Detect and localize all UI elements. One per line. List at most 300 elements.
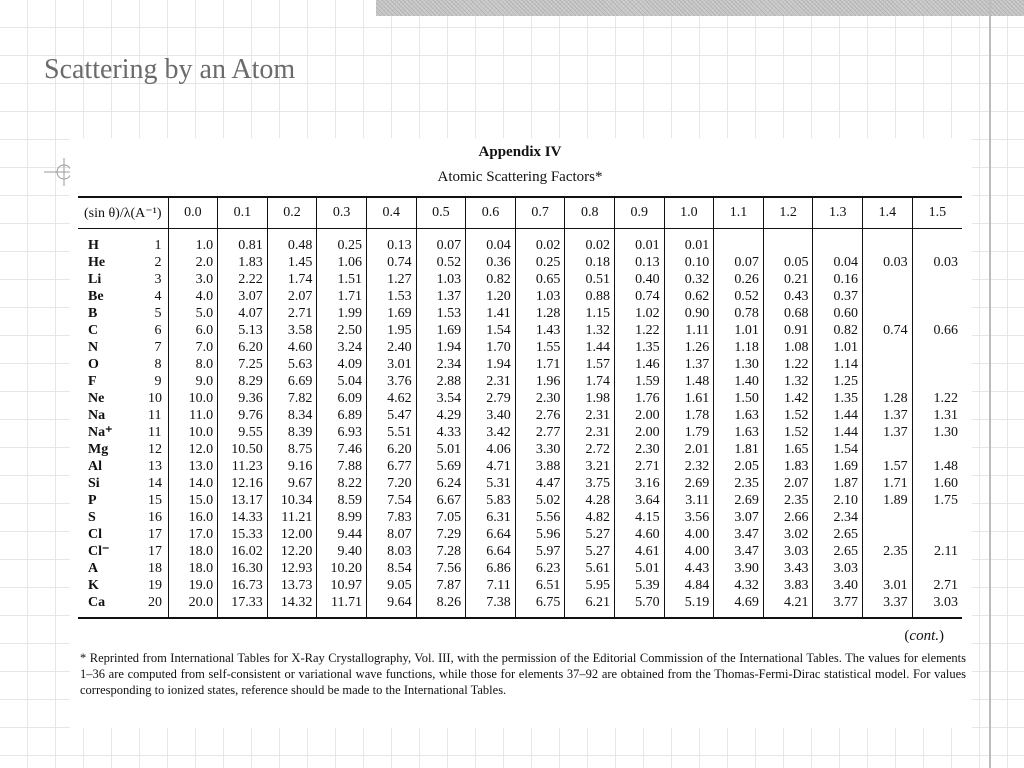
table-cell: 1.63 xyxy=(714,424,764,441)
table-cell: 16.0 xyxy=(168,509,218,526)
table-cell: 2.0 xyxy=(168,254,218,271)
scattering-factors-table-container xyxy=(78,196,962,624)
table-cell: 6.21 xyxy=(565,594,615,618)
table-cell: 10.34 xyxy=(267,492,317,509)
column-header: 0.9 xyxy=(615,197,665,229)
table-cell: 5.47 xyxy=(366,407,416,424)
table-cell: 12.20 xyxy=(267,543,317,560)
table-cell xyxy=(912,229,962,255)
element-symbol: Na xyxy=(88,408,106,423)
table-cell: 1.71 xyxy=(317,288,367,305)
table-cell: 1.94 xyxy=(466,356,516,373)
table-cell xyxy=(863,229,913,255)
table-cell: 2.31 xyxy=(466,373,516,390)
table-cell: 4.71 xyxy=(466,458,516,475)
element-symbol: Cl xyxy=(88,527,102,542)
scattering-factors-table xyxy=(78,196,962,619)
table-row xyxy=(78,229,962,255)
table-cell: 7.38 xyxy=(466,594,516,618)
element-symbol: Mg xyxy=(88,442,109,457)
table-cell: 4.07 xyxy=(218,305,268,322)
table-cell: 0.05 xyxy=(763,254,813,271)
table-cell xyxy=(714,229,764,255)
table-cell: 3.0 xyxy=(168,271,218,288)
table-cell: 8.39 xyxy=(267,424,317,441)
table-cell: 1.22 xyxy=(763,356,813,373)
table-cell: 1.51 xyxy=(317,271,367,288)
table-cell: 1.65 xyxy=(763,441,813,458)
table-cell: 0.78 xyxy=(714,305,764,322)
table-cell: 3.24 xyxy=(317,339,367,356)
table-cell: 7.87 xyxy=(416,577,466,594)
table-cell: 2.31 xyxy=(565,424,615,441)
column-header: 1.2 xyxy=(763,197,813,229)
element-symbol: Be xyxy=(88,289,104,304)
table-cell: 1.69 xyxy=(416,322,466,339)
table-cell: 2.65 xyxy=(813,526,863,543)
table-cell: 2.77 xyxy=(515,424,565,441)
table-cell: 0.82 xyxy=(466,271,516,288)
table-cell: 1.37 xyxy=(416,288,466,305)
table-cell: 16.30 xyxy=(218,560,268,577)
table-cell: 3.64 xyxy=(615,492,665,509)
table-cell: 10.0 xyxy=(168,424,218,441)
table-cell: 4.28 xyxy=(565,492,615,509)
atomic-number: 10 xyxy=(148,391,162,406)
slide-title: Scattering by an Atom xyxy=(44,54,296,85)
table-cell: 1.03 xyxy=(416,271,466,288)
table-cell: 9.05 xyxy=(366,577,416,594)
table-row xyxy=(78,475,962,492)
element-symbol: K xyxy=(88,578,99,593)
element-symbol: B xyxy=(88,306,98,321)
table-cell: 6.0 xyxy=(168,322,218,339)
table-cell: 4.29 xyxy=(416,407,466,424)
table-cell: 3.54 xyxy=(416,390,466,407)
table-cell: 1.75 xyxy=(912,492,962,509)
table-row xyxy=(78,288,962,305)
element-symbol: Cl⁻ xyxy=(88,544,110,559)
table-cell: 13.17 xyxy=(218,492,268,509)
table-cell: 6.67 xyxy=(416,492,466,509)
table-cell: 18.0 xyxy=(168,560,218,577)
table-row xyxy=(78,322,962,339)
table-cell: 4.21 xyxy=(763,594,813,618)
table-cell: 7.46 xyxy=(317,441,367,458)
element-symbol: Al xyxy=(88,459,102,474)
table-cell xyxy=(912,526,962,543)
table-cell: 0.01 xyxy=(664,229,714,255)
table-cell: 3.88 xyxy=(515,458,565,475)
table-cell: 1.87 xyxy=(813,475,863,492)
atomic-number: 4 xyxy=(154,289,162,304)
element-symbol: N xyxy=(88,340,99,355)
table-cell: 3.21 xyxy=(565,458,615,475)
table-cell: 10.50 xyxy=(218,441,268,458)
table-cell: 4.33 xyxy=(416,424,466,441)
table-cell: 1.96 xyxy=(515,373,565,390)
element-symbol: Ne xyxy=(88,391,105,406)
table-cell: 1.37 xyxy=(863,424,913,441)
element-symbol: Li xyxy=(88,272,102,287)
table-cell: 5.69 xyxy=(416,458,466,475)
table-cell: 1.31 xyxy=(912,407,962,424)
table-cell: 4.82 xyxy=(565,509,615,526)
table-cell: 0.40 xyxy=(615,271,665,288)
footnote: * Reprinted from International Tables for X-Ray Crystallography, Vol. III, with the permission of the Editorial Commission of the International Tables. The values for elements 1–36 are computed from self-consistent or variational wave functions, while those for elements 37–92 are obtained from the Thomas-Fermi-Dirac statistical model. For values corresponding to ionized states, reference should be made to the International Tables. xyxy=(80,651,966,697)
table-cell: 5.04 xyxy=(317,373,367,390)
table-cell: 8.03 xyxy=(366,543,416,560)
table-cell: 2.69 xyxy=(664,475,714,492)
table-cell: 3.42 xyxy=(466,424,516,441)
table-cell: 5.96 xyxy=(515,526,565,543)
table-cell: 4.00 xyxy=(664,526,714,543)
table-cell: 1.20 xyxy=(466,288,516,305)
table-cell: 1.76 xyxy=(615,390,665,407)
table-cell: 1.02 xyxy=(615,305,665,322)
table-row xyxy=(78,305,962,322)
table-cell: 0.07 xyxy=(416,229,466,255)
table-cell: 2.35 xyxy=(714,475,764,492)
table-cell: 1.74 xyxy=(565,373,615,390)
table-cell: 3.56 xyxy=(664,509,714,526)
table-row xyxy=(78,339,962,356)
table-cell: 0.01 xyxy=(615,229,665,255)
table-cell: 0.16 xyxy=(813,271,863,288)
table-cell: 19.0 xyxy=(168,577,218,594)
table-cell: 2.88 xyxy=(416,373,466,390)
table-cell xyxy=(912,560,962,577)
table-cell: 4.60 xyxy=(615,526,665,543)
table-cell: 11.71 xyxy=(317,594,367,618)
table-cell: 0.07 xyxy=(714,254,764,271)
table-cell: 1.28 xyxy=(863,390,913,407)
table-cell: 2.65 xyxy=(813,543,863,560)
table-cell: 10.0 xyxy=(168,390,218,407)
table-cell: 0.74 xyxy=(366,254,416,271)
table-cell: 11.23 xyxy=(218,458,268,475)
table-cell: 6.69 xyxy=(267,373,317,390)
table-cell: 7.54 xyxy=(366,492,416,509)
table-cell: 11.0 xyxy=(168,407,218,424)
table-cell: 4.43 xyxy=(664,560,714,577)
table-cell xyxy=(912,509,962,526)
column-header: 0.5 xyxy=(416,197,466,229)
table-cell: 4.47 xyxy=(515,475,565,492)
table-row xyxy=(78,526,962,543)
table-cell: 0.66 xyxy=(912,322,962,339)
table-cell: 6.64 xyxy=(466,543,516,560)
table-cell: 1.57 xyxy=(863,458,913,475)
table-cell xyxy=(863,288,913,305)
table-cell: 1.43 xyxy=(515,322,565,339)
table-cell: 0.62 xyxy=(664,288,714,305)
table-cell: 0.26 xyxy=(714,271,764,288)
column-header: 0.6 xyxy=(466,197,516,229)
table-cell: 2.40 xyxy=(366,339,416,356)
atomic-number: 1 xyxy=(154,238,162,253)
table-cell: 9.76 xyxy=(218,407,268,424)
table-cell: 8.59 xyxy=(317,492,367,509)
table-cell: 2.05 xyxy=(714,458,764,475)
table-cell: 2.22 xyxy=(218,271,268,288)
column-header: 1.4 xyxy=(863,197,913,229)
table-cell: 3.90 xyxy=(714,560,764,577)
table-cell: 1.57 xyxy=(565,356,615,373)
table-cell: 8.29 xyxy=(218,373,268,390)
table-cell: 14.32 xyxy=(267,594,317,618)
table-cell: 1.98 xyxy=(565,390,615,407)
table-cell: 0.81 xyxy=(218,229,268,255)
atomic-number: 16 xyxy=(148,510,162,525)
table-cell: 1.01 xyxy=(813,339,863,356)
table-cell: 1.52 xyxy=(763,407,813,424)
table-cell: 0.65 xyxy=(515,271,565,288)
table-cell xyxy=(912,305,962,322)
atomic-number: 12 xyxy=(148,442,162,457)
table-cell: 5.39 xyxy=(615,577,665,594)
table-cell: 1.32 xyxy=(763,373,813,390)
table-cell xyxy=(763,229,813,255)
table-cell: 1.89 xyxy=(863,492,913,509)
atomic-number: 18 xyxy=(148,561,162,576)
table-cell: 4.00 xyxy=(664,543,714,560)
table-cell: 1.44 xyxy=(813,407,863,424)
atomic-number: 7 xyxy=(154,340,162,355)
table-cell: 6.20 xyxy=(366,441,416,458)
table-cell: 7.83 xyxy=(366,509,416,526)
column-header: 1.1 xyxy=(714,197,764,229)
table-cell: 0.32 xyxy=(664,271,714,288)
table-cell xyxy=(863,441,913,458)
column-header: 1.3 xyxy=(813,197,863,229)
table-cell: 1.41 xyxy=(466,305,516,322)
table-cell: 0.18 xyxy=(565,254,615,271)
table-cell xyxy=(863,305,913,322)
table-cell: 1.27 xyxy=(366,271,416,288)
table-cell: 1.28 xyxy=(515,305,565,322)
table-cell: 0.52 xyxy=(714,288,764,305)
table-cell: 7.28 xyxy=(416,543,466,560)
table-cell: 1.50 xyxy=(714,390,764,407)
table-cell: 1.15 xyxy=(565,305,615,322)
table-cell: 3.03 xyxy=(763,543,813,560)
table-row xyxy=(78,509,962,526)
column-header: 1.0 xyxy=(664,197,714,229)
table-cell: 3.16 xyxy=(615,475,665,492)
atomic-number: 6 xyxy=(154,323,162,338)
table-cell: 1.53 xyxy=(366,288,416,305)
table-cell: 1.42 xyxy=(763,390,813,407)
table-cell: 0.04 xyxy=(466,229,516,255)
element-symbol: C xyxy=(88,323,99,338)
table-row xyxy=(78,254,962,271)
table-cell: 8.07 xyxy=(366,526,416,543)
table-cell: 1.30 xyxy=(912,424,962,441)
table-cell: 1.95 xyxy=(366,322,416,339)
table-cell: 0.02 xyxy=(565,229,615,255)
table-cell: 1.55 xyxy=(515,339,565,356)
table-cell: 4.0 xyxy=(168,288,218,305)
column-header: 1.5 xyxy=(912,197,962,229)
table-cell: 3.40 xyxy=(813,577,863,594)
table-cell: 1.37 xyxy=(863,407,913,424)
table-cell: 3.07 xyxy=(218,288,268,305)
table-cell: 1.08 xyxy=(763,339,813,356)
table-cell: 1.01 xyxy=(714,322,764,339)
table-cell: 1.40 xyxy=(714,373,764,390)
atomic-number: 8 xyxy=(154,357,162,372)
table-cell: 2.79 xyxy=(466,390,516,407)
table-cell: 0.90 xyxy=(664,305,714,322)
table-cell: 0.13 xyxy=(366,229,416,255)
table-cell: 3.40 xyxy=(466,407,516,424)
table-cell: 14.0 xyxy=(168,475,218,492)
table-cell: 0.51 xyxy=(565,271,615,288)
continued-label: (cont.) xyxy=(904,628,944,644)
table-cell: 2.71 xyxy=(615,458,665,475)
atomic-number: 17 xyxy=(148,527,162,542)
table-cell xyxy=(912,288,962,305)
element-symbol: Na⁺ xyxy=(88,425,113,440)
table-cell xyxy=(863,373,913,390)
table-cell: 2.30 xyxy=(615,441,665,458)
table-cell: 1.71 xyxy=(515,356,565,373)
table-cell: 6.89 xyxy=(317,407,367,424)
table-cell: 0.74 xyxy=(615,288,665,305)
table-cell xyxy=(863,560,913,577)
header-label: (sin θ)/λ(A⁻¹) xyxy=(78,197,168,229)
table-cell: 2.66 xyxy=(763,509,813,526)
table-cell: 9.67 xyxy=(267,475,317,492)
table-cell: 1.79 xyxy=(664,424,714,441)
table-cell: 1.61 xyxy=(664,390,714,407)
table-row xyxy=(78,424,962,441)
table-cell: 5.63 xyxy=(267,356,317,373)
table-cell: 8.0 xyxy=(168,356,218,373)
table-row xyxy=(78,373,962,390)
table-cell: 1.48 xyxy=(664,373,714,390)
table-cell xyxy=(863,339,913,356)
column-header: 0.2 xyxy=(267,197,317,229)
table-cell: 4.15 xyxy=(615,509,665,526)
table-cell: 4.69 xyxy=(714,594,764,618)
table-cell: 2.69 xyxy=(714,492,764,509)
table-cell: 1.0 xyxy=(168,229,218,255)
table-cell: 3.11 xyxy=(664,492,714,509)
table-cell: 1.30 xyxy=(714,356,764,373)
table-cell: 3.47 xyxy=(714,526,764,543)
table-cell: 17.0 xyxy=(168,526,218,543)
table-cell: 0.04 xyxy=(813,254,863,271)
table-cell: 5.51 xyxy=(366,424,416,441)
table-cell: 3.75 xyxy=(565,475,615,492)
table-cell xyxy=(863,271,913,288)
table-cell: 3.03 xyxy=(912,594,962,618)
table-cell: 5.70 xyxy=(615,594,665,618)
table-cell: 8.22 xyxy=(317,475,367,492)
table-cell: 4.61 xyxy=(615,543,665,560)
table-cell: 1.54 xyxy=(813,441,863,458)
right-border-line xyxy=(989,0,991,768)
table-cell: 9.36 xyxy=(218,390,268,407)
table-cell: 1.69 xyxy=(366,305,416,322)
table-cell: 3.01 xyxy=(366,356,416,373)
table-cell: 9.55 xyxy=(218,424,268,441)
table-cell: 0.10 xyxy=(664,254,714,271)
table-cell: 6.23 xyxy=(515,560,565,577)
table-row xyxy=(78,271,962,288)
table-cell: 6.64 xyxy=(466,526,516,543)
element-symbol: Ca xyxy=(88,595,106,610)
table-cell: 0.74 xyxy=(863,322,913,339)
table-cell: 4.62 xyxy=(366,390,416,407)
table-cell: 1.63 xyxy=(714,407,764,424)
table-cell: 0.21 xyxy=(763,271,813,288)
table-cell: 2.00 xyxy=(615,407,665,424)
table-cell: 1.11 xyxy=(664,322,714,339)
table-cell: 2.34 xyxy=(416,356,466,373)
table-cell: 1.70 xyxy=(466,339,516,356)
table-cell: 1.99 xyxy=(317,305,367,322)
table-cell: 2.71 xyxy=(912,577,962,594)
table-cell: 1.54 xyxy=(466,322,516,339)
table-cell: 2.00 xyxy=(615,424,665,441)
table-cell: 2.01 xyxy=(664,441,714,458)
table-cell: 5.56 xyxy=(515,509,565,526)
atomic-number: 11 xyxy=(148,425,162,440)
table-cell: 3.83 xyxy=(763,577,813,594)
table-cell xyxy=(863,509,913,526)
table-cell: 1.78 xyxy=(664,407,714,424)
element-symbol: S xyxy=(88,510,96,525)
table-cell: 1.53 xyxy=(416,305,466,322)
table-cell: 10.97 xyxy=(317,577,367,594)
table-cell: 1.18 xyxy=(714,339,764,356)
column-header: 0.8 xyxy=(565,197,615,229)
table-cell: 7.82 xyxy=(267,390,317,407)
atomic-number: 2 xyxy=(154,255,162,270)
table-cell: 3.07 xyxy=(714,509,764,526)
table-cell: 3.77 xyxy=(813,594,863,618)
table-cell: 1.45 xyxy=(267,254,317,271)
table-row xyxy=(78,492,962,509)
table-cell: 15.0 xyxy=(168,492,218,509)
table-cell: 5.19 xyxy=(664,594,714,618)
table-cell: 2.71 xyxy=(267,305,317,322)
table-cell: 9.0 xyxy=(168,373,218,390)
table-cell: 1.22 xyxy=(615,322,665,339)
table-row xyxy=(78,543,962,560)
table-cell: 12.0 xyxy=(168,441,218,458)
table-cell: 1.25 xyxy=(813,373,863,390)
table-cell: 0.88 xyxy=(565,288,615,305)
table-cell xyxy=(863,526,913,543)
table-cell: 9.44 xyxy=(317,526,367,543)
table-cell: 4.60 xyxy=(267,339,317,356)
table-cell: 0.02 xyxy=(515,229,565,255)
element-symbol: He xyxy=(88,255,106,270)
table-row xyxy=(78,458,962,475)
atomic-number: 15 xyxy=(148,493,162,508)
table-cell: 8.75 xyxy=(267,441,317,458)
table-header-row xyxy=(78,197,962,229)
table-cell: 2.76 xyxy=(515,407,565,424)
table-cell: 1.14 xyxy=(813,356,863,373)
table-cell xyxy=(863,356,913,373)
table-cell: 5.61 xyxy=(565,560,615,577)
element-symbol: H xyxy=(88,238,99,253)
